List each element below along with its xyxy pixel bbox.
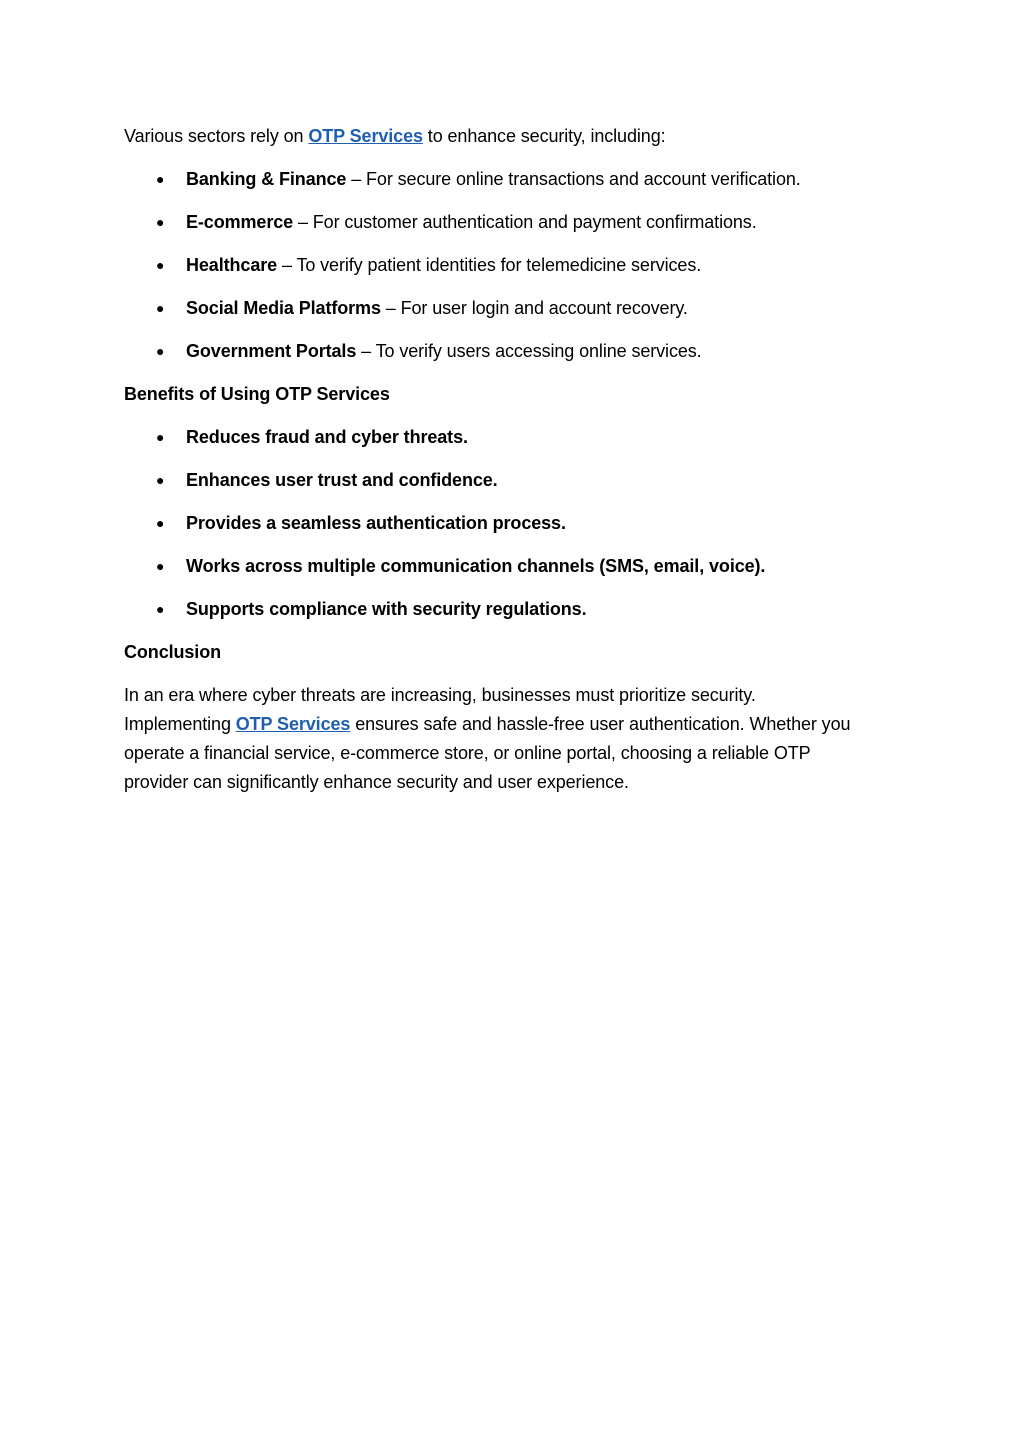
- benefit-text: Reduces fraud and cyber threats.: [186, 427, 468, 447]
- sector-term: Social Media Platforms: [186, 298, 381, 318]
- benefit-text: Supports compliance with security regulations.: [186, 599, 587, 619]
- sector-term: Government Portals: [186, 341, 357, 361]
- document-body: [124, 122, 894, 797]
- bullet-icon: ●: [156, 429, 165, 445]
- intro-paragraph: [124, 122, 894, 151]
- conclusion-line-2-suffix: ensures safe and hassle-free user authentication. Whether you: [350, 714, 851, 734]
- sector-desc: – To verify users accessing online services.: [356, 341, 702, 361]
- conclusion-heading: Conclusion: [124, 642, 221, 662]
- list-item: [124, 165, 894, 194]
- list-item: [124, 294, 894, 323]
- list-item: [124, 595, 894, 624]
- benefits-heading: Benefits of Using OTP Services: [124, 384, 390, 404]
- list-item: [124, 466, 894, 495]
- sector-desc: – For user login and account recovery.: [380, 298, 688, 318]
- list-item: [124, 251, 894, 280]
- sector-term: E-commerce: [186, 212, 294, 232]
- bullet-icon: ●: [156, 257, 165, 273]
- bullet-icon: ●: [156, 300, 165, 316]
- sector-desc: – For customer authentication and payment confirmations.: [293, 212, 757, 232]
- otp-services-link[interactable]: OTP Services: [235, 714, 351, 734]
- bullet-icon: ●: [156, 558, 165, 574]
- intro-prefix: Various sectors rely on: [124, 126, 309, 146]
- benefits-list: [124, 423, 894, 624]
- list-item: [124, 423, 894, 452]
- otp-services-link[interactable]: OTP Services: [308, 126, 423, 146]
- sector-desc: – To verify patient identities for telemedicine services.: [277, 255, 702, 275]
- bullet-icon: ●: [156, 171, 165, 187]
- intro-suffix: to enhance security, including:: [422, 126, 666, 146]
- conclusion-line-4: provider can significantly enhance security and user experience.: [124, 772, 629, 792]
- sector-desc: – For secure online transactions and account verification.: [346, 169, 801, 189]
- list-item: [124, 509, 894, 538]
- bullet-icon: ●: [156, 214, 165, 230]
- benefit-text: Enhances user trust and confidence.: [186, 470, 498, 490]
- bullet-icon: ●: [156, 472, 165, 488]
- sector-term: Healthcare: [186, 255, 278, 275]
- bullet-icon: ●: [156, 601, 165, 617]
- conclusion-line-1: In an era where cyber threats are increasing, businesses must prioritize security.: [124, 685, 756, 705]
- list-item: [124, 337, 894, 366]
- conclusion-line-2-prefix: Implementing: [124, 714, 236, 734]
- bullet-icon: ●: [156, 515, 165, 531]
- benefit-text: Works across multiple communication channels (SMS, email, voice).: [186, 556, 766, 576]
- sector-term: Banking & Finance: [186, 169, 347, 189]
- conclusion-line-3: operate a financial service, e-commerce store, or online portal, choosing a reliable OTP: [124, 743, 811, 763]
- benefit-text: Provides a seamless authentication process.: [186, 513, 566, 533]
- list-item: [124, 208, 894, 237]
- conclusion-line-2: [124, 710, 894, 739]
- conclusion-paragraph: [124, 681, 894, 797]
- bullet-icon: ●: [156, 343, 165, 359]
- sectors-list: [124, 165, 894, 366]
- list-item: [124, 552, 894, 581]
